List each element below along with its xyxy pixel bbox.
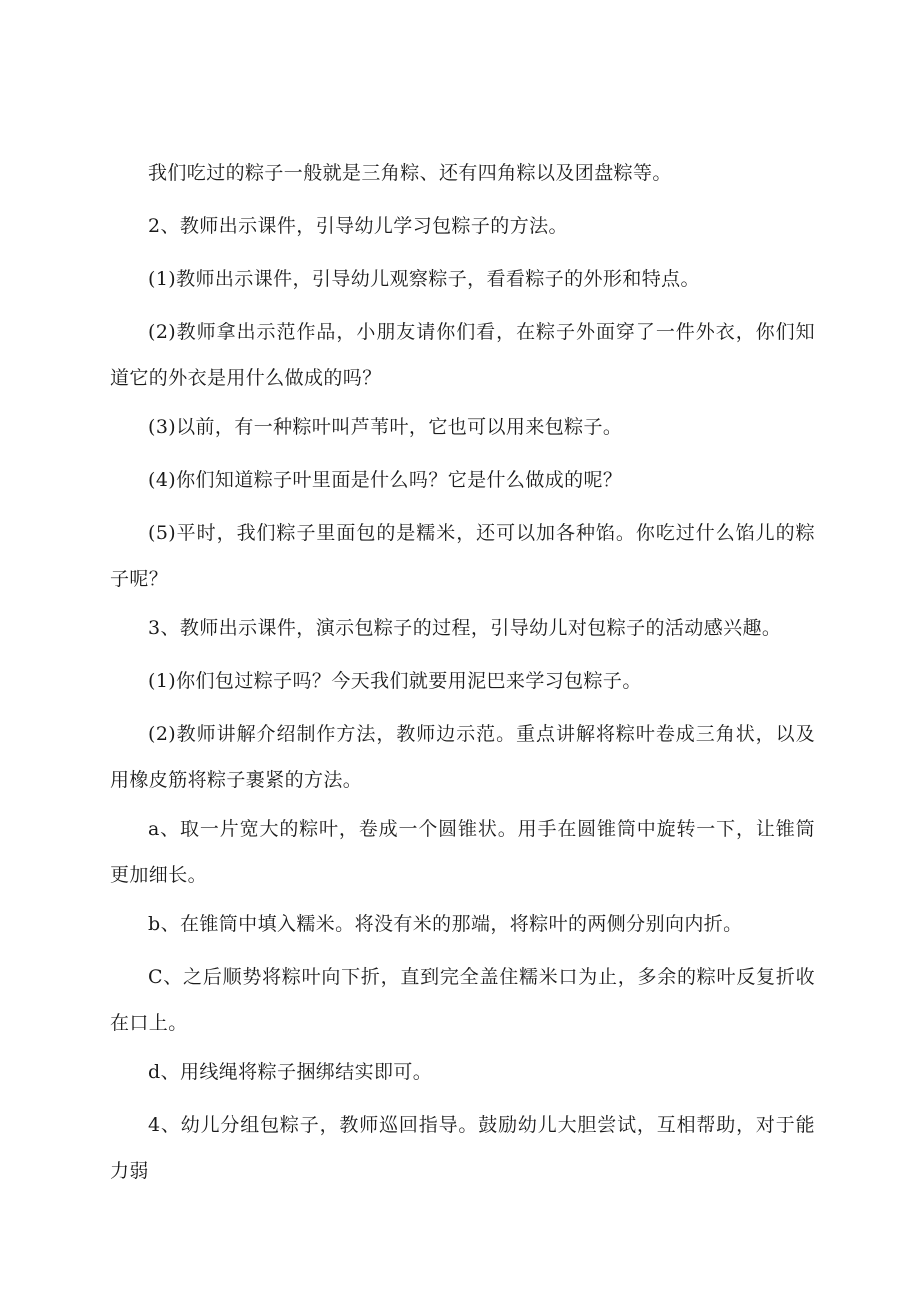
paragraph-step-b: b、在锥筒中填入糯米。将没有米的那端，将粽叶的两侧分别向内折。 [148, 913, 743, 935]
paragraph-step-c: C、之后顺势将粽叶向下折，直到完全盖住糯米口为止，多余的粽叶反复折收在口上。 [110, 966, 815, 1034]
paragraph-intro-shapes: 我们吃过的粽子一般就是三角粽、还有四角粽以及团盘粽等。 [148, 162, 672, 184]
paragraph-step-3-1: (1)你们包过粽子吗？今天我们就要用泥巴来学习包粽子。 [148, 670, 642, 692]
paragraph-step-2-3: (3)以前，有一种粽叶叫芦苇叶，它也可以用来包粽子。 [148, 416, 623, 438]
paragraph-step-2-1: (1)教师出示课件，引导幼儿观察粽子，看看粽子的外形和特点。 [148, 268, 700, 290]
paragraph-step-d: d、用线绳将粽子捆绑结实即可。 [148, 1061, 433, 1083]
paragraph-step-3-2: (2)教师讲解介绍制作方法，教师边示范。重点讲解将粽叶卷成三角状，以及用橡皮筋将粽子裹紧的方法。 [110, 723, 815, 791]
paragraph-step-2-2: (2)教师拿出示范作品，小朋友请你们看，在粽子外面穿了一件外衣，你们知道它的外衣是用什么做成的吗？ [110, 321, 815, 389]
paragraph-step-3: 3、教师出示课件，演示包粽子的过程，引导幼儿对包粽子的活动感兴趣。 [148, 617, 782, 639]
paragraph-step-2-5: (5)平时，我们粽子里面包的是糯米，还可以加各种馅。你吃过什么馅儿的粽子呢？ [110, 522, 815, 590]
paragraph-step-2-4: (4)你们知道粽子叶里面是什么吗？它是什么做成的呢？ [148, 469, 623, 491]
paragraph-step-2: 2、教师出示课件，引导幼儿学习包粽子的方法。 [148, 215, 568, 237]
paragraph-step-4: 4、幼儿分组包粽子，教师巡回指导。鼓励幼儿大胆尝试，互相帮助，对于能力弱 [110, 1114, 815, 1182]
paragraph-step-a: a、取一片宽大的粽叶，卷成一个圆锥状。用手在圆锥筒中旋转一下，让锥筒更加细长。 [110, 818, 815, 886]
